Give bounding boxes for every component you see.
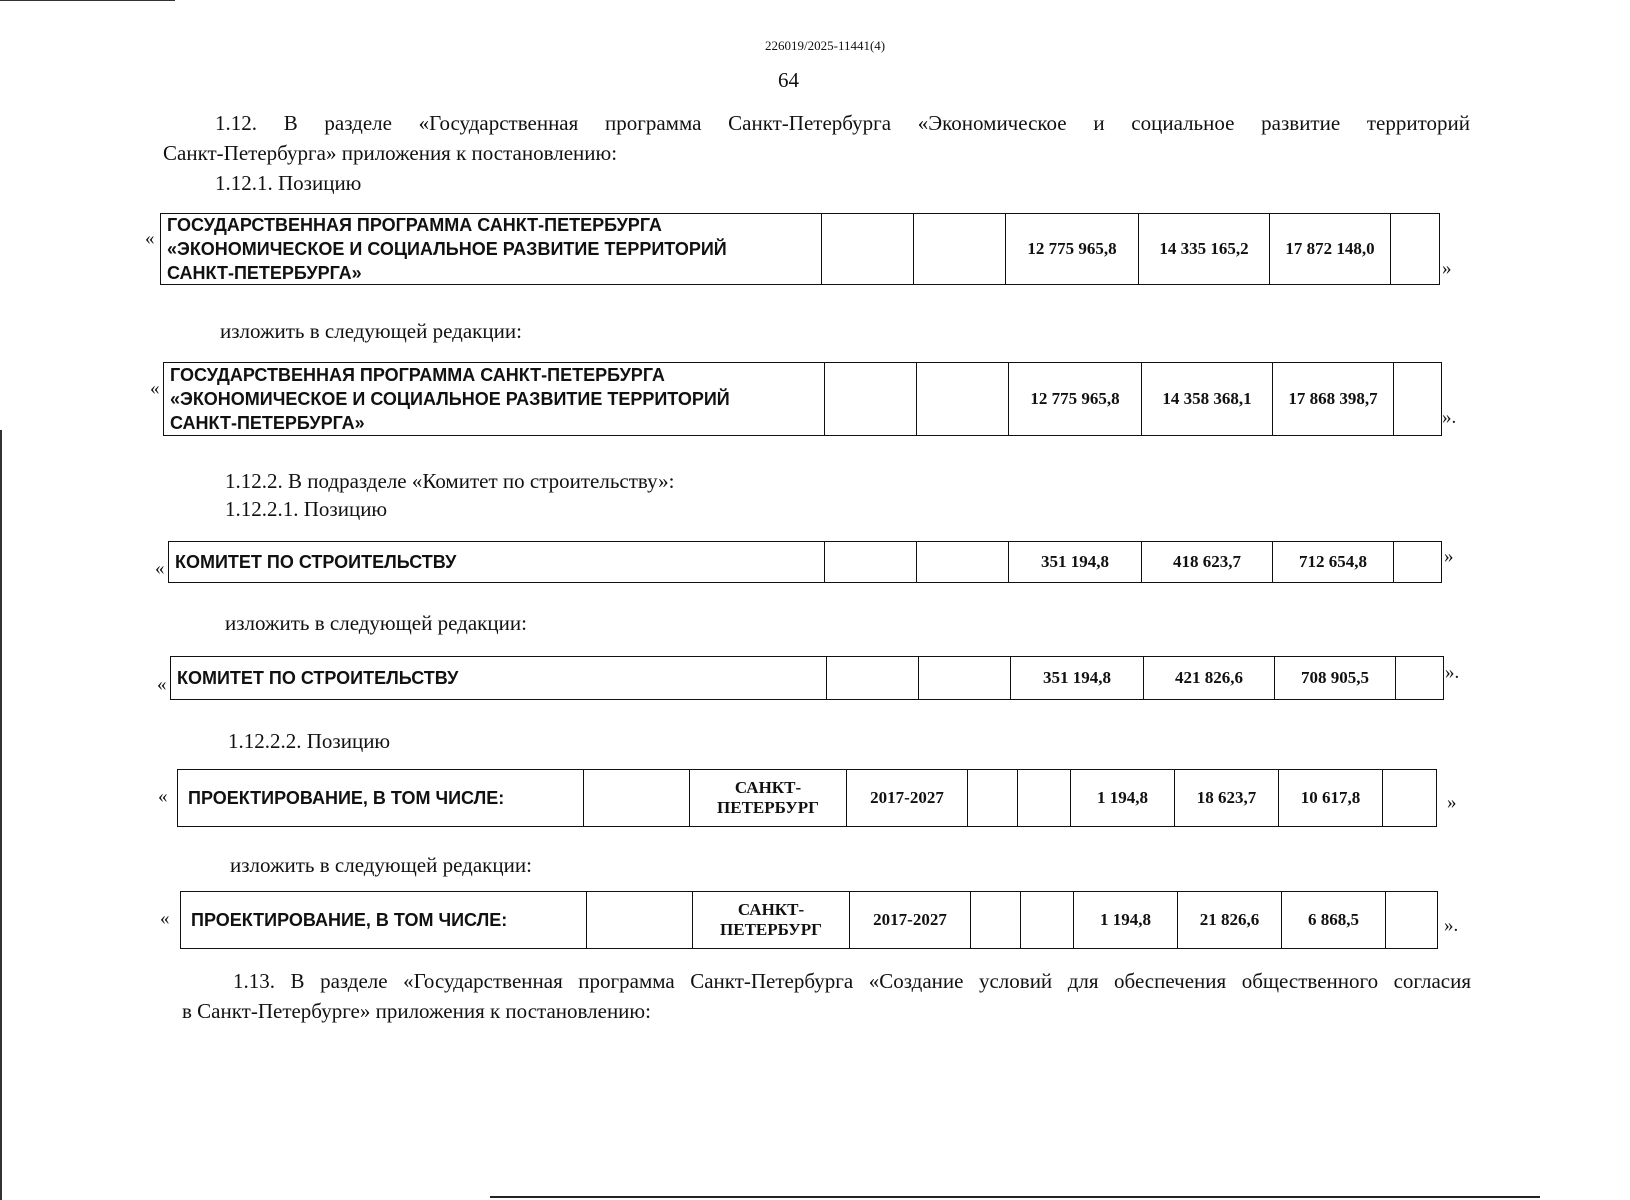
- scan-edge-line: [0, 430, 2, 1200]
- value-cell: 351 194,8: [1010, 657, 1143, 699]
- place-line: ПЕТЕРБУРГ: [720, 920, 822, 939]
- paragraph-1-12-2-2: 1.12.2.2. Позицию: [228, 729, 391, 753]
- program-name-cell: [161, 214, 821, 284]
- empty-cell: [1020, 892, 1073, 948]
- empty-cell: [586, 892, 692, 948]
- empty-cell: [970, 892, 1020, 948]
- period-cell: 2017-2027: [846, 770, 967, 826]
- place-line: ПЕТЕРБУРГ: [717, 798, 819, 817]
- empty-cell: [913, 214, 1005, 284]
- replace-text-1: изложить в следующей редакции:: [220, 319, 522, 343]
- value-cell: 708 905,5: [1274, 657, 1395, 699]
- empty-cell: [826, 657, 918, 699]
- empty-cell: [1382, 770, 1433, 826]
- open-quote: «: [150, 378, 160, 399]
- empty-cell: [1385, 892, 1435, 948]
- program-name-line: ГОСУДАРСТВЕННАЯ ПРОГРАММА САНКТ-ПЕТЕРБУРГА: [167, 215, 662, 235]
- value-cell: 18 623,7: [1174, 770, 1278, 826]
- period-cell: 2017-2027: [849, 892, 970, 948]
- empty-cell: [824, 363, 916, 435]
- page-number: 64: [778, 68, 799, 92]
- close-quote: ».: [1444, 915, 1459, 936]
- program-name-line: САНКТ-ПЕТЕРБУРГА»: [170, 413, 365, 433]
- design-row-old: [177, 769, 1437, 827]
- place-cell: [692, 892, 849, 948]
- empty-cell: [824, 542, 916, 582]
- empty-cell: [821, 214, 913, 284]
- empty-cell: [916, 542, 1008, 582]
- open-quote: «: [155, 558, 165, 579]
- open-quote: «: [145, 228, 155, 249]
- replace-text-2: изложить в следующей редакции:: [225, 611, 527, 635]
- close-quote: ».: [1445, 662, 1460, 683]
- value-cell: 712 654,8: [1272, 542, 1393, 582]
- program-name-line: «ЭКОНОМИЧЕСКОЕ И СОЦИАЛЬНОЕ РАЗВИТИЕ ТЕРРИТОРИЙ: [170, 389, 730, 409]
- close-quote: »: [1444, 546, 1454, 567]
- program-name-cell: [164, 363, 824, 435]
- value-cell: 10 617,8: [1278, 770, 1382, 826]
- value-cell: 1 194,8: [1070, 770, 1174, 826]
- empty-cell: [1393, 542, 1441, 582]
- program-name-line: САНКТ-ПЕТЕРБУРГА»: [167, 263, 362, 283]
- value-cell: 14 358 368,1: [1141, 363, 1272, 435]
- value-cell: 421 826,6: [1143, 657, 1274, 699]
- paragraph-1-12-line2: Санкт-Петербурга» приложения к постановлению:: [163, 141, 618, 165]
- committee-name-cell: КОМИТЕТ ПО СТРОИТЕЛЬСТВУ: [177, 668, 459, 688]
- empty-cell: [967, 770, 1017, 826]
- design-row-new: [180, 891, 1438, 949]
- value-cell: 6 868,5: [1281, 892, 1385, 948]
- program-row-old: [160, 213, 1440, 285]
- design-name-cell: ПРОЕКТИРОВАНИЕ, В ТОМ ЧИСЛЕ:: [191, 910, 508, 930]
- document-number: 226019/2025-11441(4): [765, 38, 886, 53]
- paragraph-1-12-2-1: 1.12.2.1. Позицию: [225, 497, 388, 521]
- replace-text-3: изложить в следующей редакции:: [230, 853, 532, 877]
- empty-cell: [918, 657, 1010, 699]
- value-cell: 14 335 165,2: [1138, 214, 1269, 284]
- value-cell: 351 194,8: [1008, 542, 1141, 582]
- place-line: САНКТ-: [737, 900, 805, 919]
- paragraph-1-12-2: 1.12.2. В подразделе «Комитет по строительству»:: [225, 469, 675, 493]
- design-name-cell: ПРОЕКТИРОВАНИЕ, В ТОМ ЧИСЛЕ:: [188, 788, 505, 808]
- paragraph-1-13-line2: в Санкт-Петербурге» приложения к постановлению:: [182, 999, 651, 1023]
- close-quote: »: [1442, 258, 1452, 279]
- close-quote: ».: [1442, 407, 1457, 428]
- committee-row-old: [168, 541, 1442, 583]
- empty-cell: [1390, 214, 1439, 284]
- program-row-new: [163, 362, 1442, 436]
- empty-cell: [1393, 363, 1441, 435]
- value-cell: 1 194,8: [1073, 892, 1177, 948]
- open-quote: «: [160, 908, 170, 929]
- empty-cell: [1395, 657, 1443, 699]
- value-cell: 17 872 148,0: [1269, 214, 1390, 284]
- value-cell: 418 623,7: [1141, 542, 1272, 582]
- open-quote: «: [157, 674, 167, 695]
- committee-row-new: [170, 656, 1444, 700]
- scan-edge-line: [0, 0, 175, 1]
- program-name-line: «ЭКОНОМИЧЕСКОЕ И СОЦИАЛЬНОЕ РАЗВИТИЕ ТЕРРИТОРИЙ: [167, 239, 727, 259]
- value-cell: 12 775 965,8: [1005, 214, 1138, 284]
- empty-cell: [1017, 770, 1070, 826]
- close-quote: »: [1447, 792, 1457, 813]
- open-quote: «: [158, 786, 168, 807]
- footer-rule: [490, 1196, 1540, 1198]
- paragraph-1-12-line1: 1.12. В разделе «Государственная программа Санкт-Петербурга «Экономическое и социальное развитие территорий: [215, 111, 1470, 135]
- committee-name-cell: КОМИТЕТ ПО СТРОИТЕЛЬСТВУ: [175, 552, 457, 572]
- paragraph-1-12-1: 1.12.1. Позицию: [215, 171, 362, 195]
- paragraph-1-13-line1: 1.13. В разделе «Государственная программа Санкт-Петербурга «Создание условий для обеспечения общественного согласия: [233, 969, 1471, 993]
- place-cell: [689, 770, 846, 826]
- value-cell: 21 826,6: [1177, 892, 1281, 948]
- value-cell: 12 775 965,8: [1008, 363, 1141, 435]
- place-line: САНКТ-: [734, 778, 802, 797]
- value-cell: 17 868 398,7: [1272, 363, 1393, 435]
- program-name-line: ГОСУДАРСТВЕННАЯ ПРОГРАММА САНКТ-ПЕТЕРБУРГА: [170, 365, 665, 385]
- empty-cell: [583, 770, 689, 826]
- empty-cell: [916, 363, 1008, 435]
